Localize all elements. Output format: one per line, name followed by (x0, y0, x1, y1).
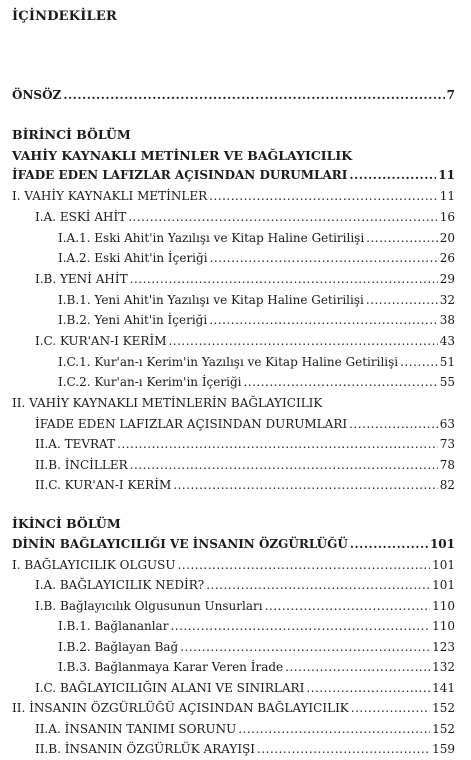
toc-entry[interactable] (58, 640, 455, 656)
toc-entry-page: 132 (432, 660, 455, 674)
toc-entry[interactable] (35, 417, 455, 433)
toc-entry-label: II. VAHİY KAYNAKLI METİNLERİN BAĞLAYICILIK (12, 396, 323, 410)
toc-entry[interactable] (12, 701, 455, 717)
toc-entry-label: II.A. TEVRAT (35, 437, 116, 451)
part-one-label: BİRİNCİ BÖLÜM (12, 127, 131, 142)
toc-entry[interactable] (35, 578, 455, 594)
toc-entry[interactable] (35, 681, 455, 697)
leader-dots (168, 334, 437, 348)
toc-entry-label: İFADE EDEN LAFIZLAR AÇISINDAN DURUMLARI (35, 417, 348, 431)
toc-entry-label: I.B.2. Bağlayan Bağ (58, 640, 179, 654)
leader-dots (128, 210, 437, 224)
toc-entry-page: 101 (429, 537, 455, 551)
toc-entry-label: I.B. Bağlayıcılık Olgusunun Unsurları (35, 599, 263, 613)
toc-entry[interactable] (58, 660, 455, 676)
toc-entry-label: İFADE EDEN LAFIZLAR AÇISINDAN DURUMLARI (12, 168, 348, 182)
toc-entry-label: II.C. KUR'AN-I KERİM (35, 478, 172, 492)
toc-entry-label: DİNİN BAĞLAYICILIĞI VE İNSANIN ÖZGÜRLÜĞÜ (12, 537, 348, 551)
toc-entry-label: II.B. İNCİLLER (35, 458, 128, 472)
toc-entry-page: 152 (432, 722, 455, 736)
leader-dots (351, 701, 430, 715)
toc-entry-page: 123 (432, 640, 455, 654)
toc-entry-page: 7 (446, 88, 455, 102)
toc-entry-page: 110 (432, 619, 455, 633)
toc-entry[interactable] (58, 231, 455, 247)
leader-dots (209, 189, 438, 203)
toc-entry[interactable] (35, 458, 455, 474)
leader-dots (349, 168, 436, 182)
toc-entry-label: I.C. KUR'AN-I KERİM (35, 334, 167, 348)
toc-entry-page: 11 (438, 168, 455, 182)
part-two-label: İKİNCİ BÖLÜM (12, 516, 121, 531)
toc-entry-page: 16 (439, 210, 455, 224)
leader-dots (117, 437, 438, 451)
toc-entry-label: I.C.1. Kur'an-ı Kerim'in Yazılışı ve Kitap Haline Getirilişi (58, 355, 399, 369)
toc-entry-label: I. VAHİY KAYNAKLI METİNLER (12, 189, 208, 203)
toc-entry[interactable] (12, 168, 455, 184)
leader-dots (170, 619, 430, 633)
toc-entry[interactable] (12, 537, 455, 553)
toc-entry-page: 110 (432, 599, 455, 613)
part-one-title: VAHİY KAYNAKLI METİNLER VE BAĞLAYICILIK (12, 148, 353, 163)
toc-entry-page: 141 (432, 681, 455, 695)
leader-dots (400, 355, 438, 369)
toc-entry-label: I. BAĞLAYICILIK OLGUSU (12, 558, 176, 572)
toc-entry-label: I.B.2. Yeni Ahit'in İçeriği (58, 313, 208, 327)
toc-entry[interactable] (35, 478, 455, 494)
toc-entry-page: 43 (439, 334, 455, 348)
leader-dots (130, 458, 438, 472)
leader-dots (285, 660, 430, 674)
toc-entry-page: 82 (439, 478, 455, 492)
toc-entry-label: I.A. BAĞLAYICILIK NEDİR? (35, 578, 205, 592)
toc-entry-label: II. İNSANIN ÖZGÜRLÜĞÜ AÇISINDAN BAĞLAYICILIK (12, 701, 349, 715)
toc-entry-label: I.B.1. Bağlananlar (58, 619, 169, 633)
leader-dots (209, 313, 438, 327)
toc-entry-page: 55 (439, 375, 455, 389)
toc-entry-label: ÖNSÖZ (12, 88, 62, 102)
toc-entry[interactable] (58, 251, 455, 267)
leader-dots (130, 272, 438, 286)
leader-dots (173, 478, 437, 492)
leader-dots (349, 417, 438, 431)
leader-dots (180, 640, 430, 654)
toc-entry-page: 11 (439, 189, 455, 203)
leader-dots (210, 251, 438, 265)
toc-entry-page: 51 (439, 355, 455, 369)
toc-entry[interactable] (35, 334, 455, 350)
toc-entry-label: I.B.1. Yeni Ahit'in Yazılışı ve Kitap Haline Getirilişi (58, 293, 364, 307)
toc-entry[interactable] (35, 599, 455, 615)
toc-entry-page: 152 (432, 701, 455, 715)
toc-entry-page: 159 (432, 742, 455, 756)
leader-dots (366, 231, 438, 245)
toc-entry[interactable] (58, 293, 455, 309)
leader-dots (63, 88, 444, 102)
leader-dots (243, 375, 437, 389)
toc-entry-page: 32 (439, 293, 455, 307)
toc-entry[interactable] (12, 189, 455, 205)
toc-entry-label: I.A.1. Eski Ahit'in Yazılışı ve Kitap Haline Getirilişi (58, 231, 365, 245)
toc-entry-label: II.B. İNSANIN ÖZGÜRLÜK ARAYIŞI (35, 742, 256, 756)
toc-entry-label: I.B.3. Bağlanmaya Karar Veren İrade (58, 660, 284, 674)
leader-dots (366, 293, 438, 307)
toc-entry-label: II.A. İNSANIN TANIMI SORUNU (35, 722, 237, 736)
toc-entry-page: 78 (439, 458, 455, 472)
toc-entry[interactable] (35, 210, 455, 226)
leader-dots (238, 722, 430, 736)
toc-entry-page: 20 (439, 231, 455, 245)
toc-entry[interactable] (35, 742, 455, 758)
leader-dots (265, 599, 431, 613)
leader-dots (206, 578, 430, 592)
toc-entry-label: I.A. ESKİ AHİT (35, 210, 127, 224)
leader-dots (257, 742, 430, 756)
toc-entry[interactable] (35, 437, 455, 453)
toc-entry-label: I.C. BAĞLAYICILIĞIN ALANI VE SINIRLARI (35, 681, 305, 695)
toc-entry[interactable] (12, 558, 455, 574)
toc-entry-page: 101 (432, 578, 455, 592)
leader-dots (306, 681, 430, 695)
toc-entry[interactable] (58, 313, 455, 329)
toc-entry-page: 38 (439, 313, 455, 327)
toc-entry-label: I.A.2. Eski Ahit'in İçeriği (58, 251, 208, 265)
toc-entry-onsoz[interactable] (12, 88, 455, 104)
toc-entry-label: I.B. YENİ AHİT (35, 272, 128, 286)
leader-dots (178, 558, 431, 572)
toc-entry-label: I.C.2. Kur'an-ı Kerim'in İçeriği (58, 375, 242, 389)
toc-entry-page: 101 (432, 558, 455, 572)
toc-entry[interactable] (58, 355, 455, 371)
toc-entry-page: 73 (439, 437, 455, 451)
toc-entry-page: 26 (439, 251, 455, 265)
toc-entry[interactable] (58, 375, 455, 391)
toc-entry[interactable] (58, 619, 455, 635)
leader-dots (350, 537, 428, 551)
toc-entry-page: 29 (439, 272, 455, 286)
toc-entry-page: 63 (439, 417, 455, 431)
toc-entry[interactable] (35, 722, 455, 738)
toc-entry[interactable] (35, 272, 455, 288)
page-title: İÇİNDEKİLER (12, 9, 118, 24)
